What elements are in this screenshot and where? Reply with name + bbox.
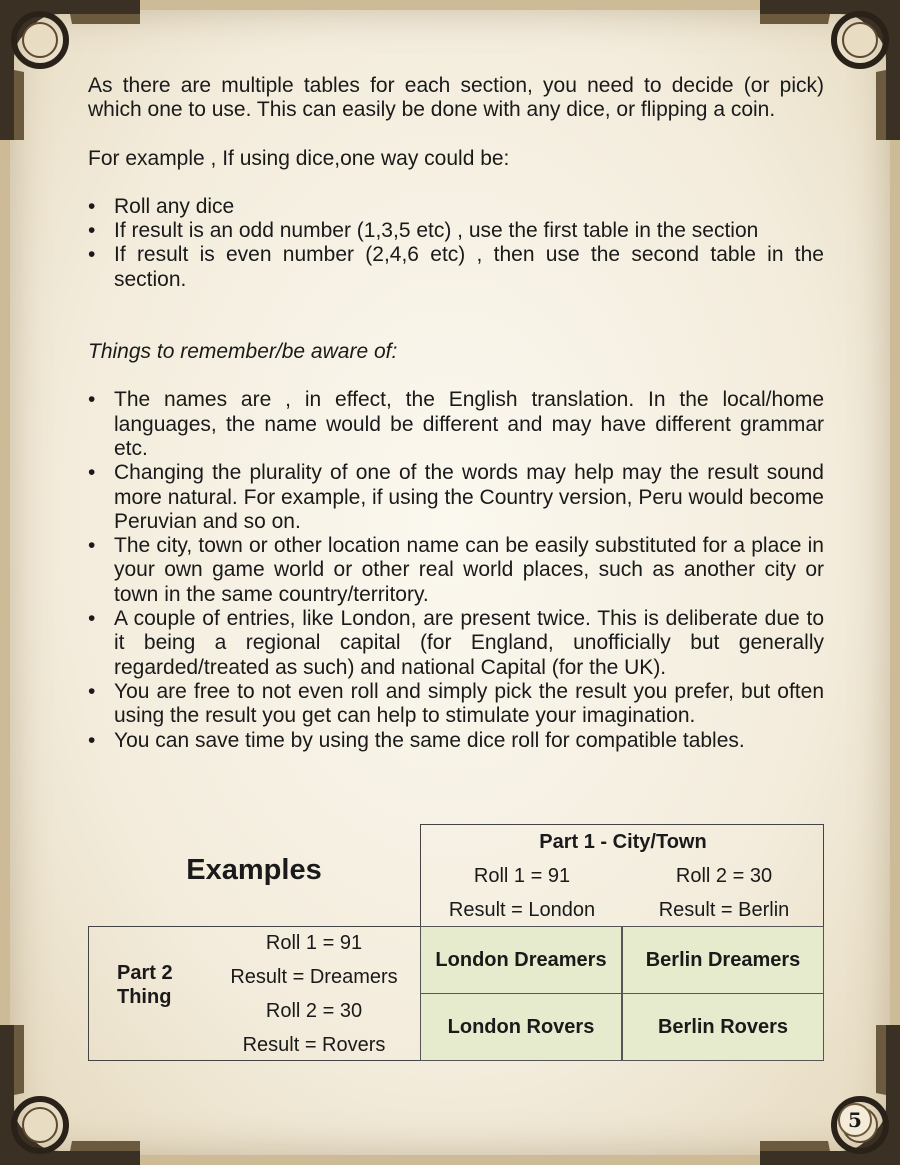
part1-roll2: Roll 2 = 30 xyxy=(675,865,773,887)
part1-result2: Result = Berlin xyxy=(658,899,790,921)
list-item: • The city, town or other location name can be easily substituted for a place in your own game world or other real world places, such as another city or town in the same country/territory. xyxy=(88,534,824,607)
result-london-dreamers: London Dreamers xyxy=(420,926,622,994)
list-item: • Roll any dice xyxy=(88,195,824,219)
result-berlin-dreamers: Berlin Dreamers xyxy=(622,926,824,994)
list-item: • If result is an odd number (1,3,5 etc) , use the first table in the section xyxy=(88,219,824,243)
part1-roll1: Roll 1 = 91 xyxy=(473,865,571,887)
part2-result2: Result = Rovers xyxy=(242,1034,386,1056)
part2-result1: Result = Dreamers xyxy=(230,966,398,988)
list-item: • A couple of entries, like London, are present twice. This is deliberate due to it being a regional capital (for England, unofficially but generally regarded/treated as such) and national Capital (for the UK). xyxy=(88,607,824,680)
examples-table xyxy=(88,824,824,1061)
examples-title: Examples xyxy=(186,854,322,886)
list-item: • You are free to not even roll and simply pick the result you prefer, but often using the result you get can help to stimulate your imagination. xyxy=(88,680,824,729)
part2-roll1: Roll 1 = 91 xyxy=(265,932,363,954)
main-text xyxy=(88,74,824,753)
list-item: • The names are , in effect, the English translation. In the local/home languages, the name would be different and may have different grammar etc. xyxy=(88,388,824,461)
list-item: • If result is even number (2,4,6 etc) , then use the second table in the section. xyxy=(88,243,824,292)
result-london-rovers: London Rovers xyxy=(420,993,622,1061)
intro-paragraph: As there are multiple tables for each section, you need to decide (or pick) which one to use. This can easily be done with any dice, or flipping a coin. xyxy=(88,74,824,122)
remember-list xyxy=(88,388,824,752)
part2-title: Part 2 Thing xyxy=(117,962,173,1008)
page-number: 5 xyxy=(838,1103,872,1137)
list-item: • Changing the plurality of one of the words may help may the result sound more natural. For example, if using the Country version, Peru would become Peruvian and so on. xyxy=(88,461,824,534)
part2-header xyxy=(88,926,422,1061)
dice-steps-list xyxy=(88,195,824,292)
part1-result1: Result = London xyxy=(448,899,596,921)
part1-header xyxy=(420,824,824,926)
result-berlin-rovers: Berlin Rovers xyxy=(622,993,824,1061)
example-lead: For example , If using dice,one way could be: xyxy=(88,146,510,170)
part2-roll2: Roll 2 = 30 xyxy=(265,1000,363,1022)
remember-heading: Things to remember/be aware of: xyxy=(88,340,398,364)
part1-title: Part 1 - City/Town xyxy=(539,831,707,853)
list-item: • You can save time by using the same dice roll for compatible tables. xyxy=(88,729,824,753)
